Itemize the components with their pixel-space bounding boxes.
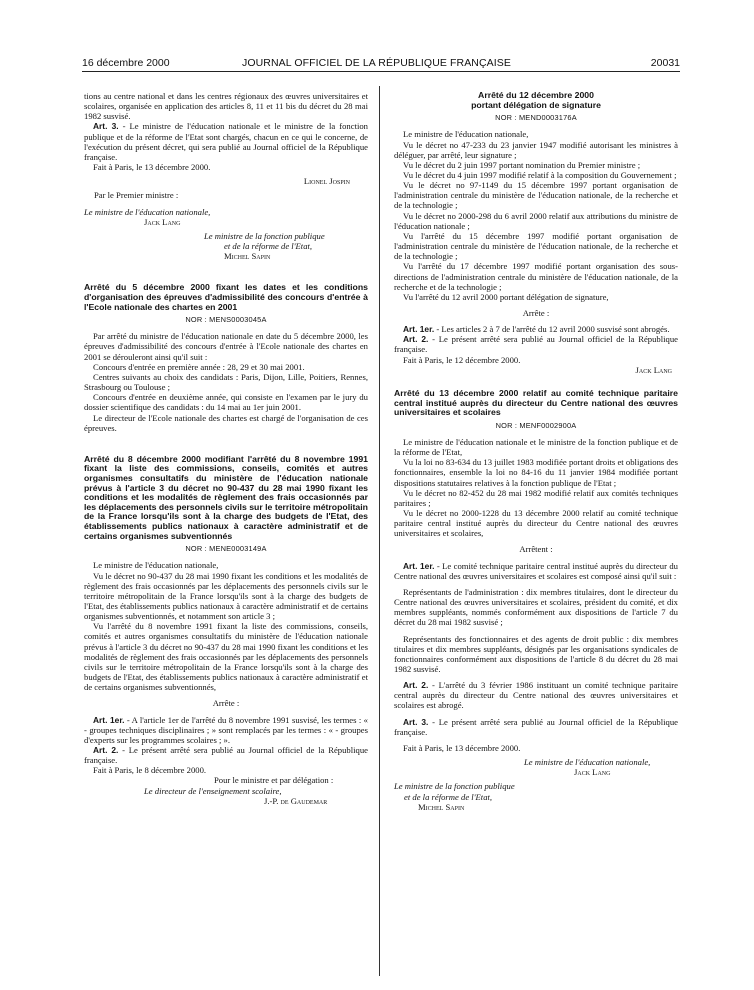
arrete-heading: Arrête :	[212, 698, 240, 709]
article-text: - L'arrêté du 3 février 1986 instituant un comité technique paritaire central auprès du directeur du Centre national des œuvres universitaires et scolaires est abrogé.	[394, 680, 678, 711]
decree-title: Arrêté du 5 décembre 2000 fixant les dates et les conditions d'organisation des épreuves d'admissibilité des concours d'entrée à l'Ecole nationale des chartes en 2001	[84, 282, 368, 312]
signatory-title: Le ministre de la fonction publique	[394, 781, 515, 792]
article-label: Art. 2.	[403, 334, 429, 345]
done-at-line: Fait à Paris, le 12 décembre 2000.	[403, 354, 521, 365]
paragraph: Vu le décret no 90-437 du 28 mai 1990 fixant les conditions et les modalités de règlement des frais occasionnés par les déplacements des personnels civils sur le territoire métropolitain de la France lorsqu'ils sont à la charge des budgets de l'Etat, des établissements publics nationaux à caractère administratif et de certains organismes subventionnés, et notamment son article 3 ;	[84, 570, 368, 622]
article-2	[394, 680, 678, 710]
article-label: Art. 2.	[93, 745, 119, 755]
article-text: - Le présent arrêté sera publié au Journal officiel de la République française.	[394, 334, 678, 355]
header-rule	[82, 71, 680, 72]
page-header	[82, 57, 680, 71]
article-text: - Le comité technique paritaire central institué auprès du directeur du Centre national des œuvres universitaires et scolaires est composé ainsi qu'il suit :	[394, 560, 678, 581]
paragraph: Vu la loi no 83-634 du 13 juillet 1983 modifiée portant droits et obligations des fonctionnaires, ensemble la loi no 84-16 du 11 janvier 1984 modifiée portant dispositions statutaires relatives à la fonction publique de l'Etat ;	[394, 457, 678, 488]
paragraph: Vu le décret no 2000-1228 du 13 décembre 2000 relatif au comité technique paritaire central institué auprès du directeur du Centre national des œuvres universitaires et scolaires,	[394, 507, 678, 539]
paragraph: Vu le décret du 4 juin 1997 modifié relatif à la composition du Gouvernement ;	[403, 169, 677, 180]
article-label: Art. 3.	[403, 716, 429, 727]
paragraph: Centres suivants au choix des candidats : Paris, Dijon, Lille, Poitiers, Rennes, Strasbourg ou Toulouse ;	[84, 371, 368, 393]
article-text: - Le présent arrêté sera publié au Journal officiel de la République française.	[394, 716, 678, 737]
article-1	[394, 561, 678, 581]
article-text: - Les articles 2 à 7 de l'arrêté du 12 avril 2000 susvisé sont abrogés.	[434, 324, 670, 335]
paragraph: Vu le décret no 82-452 du 28 mai 1982 modifié relatif aux comités techniques paritaires ;	[394, 487, 678, 508]
article-label: Art. 1er.	[403, 324, 435, 335]
signatory-title: et de la réforme de l'Etat,	[224, 241, 313, 252]
arrete-heading: Arrêtent :	[519, 544, 553, 555]
header-page-number: 20031	[650, 57, 680, 69]
decree-title: Arrêté du 12 décembre 2000	[478, 90, 594, 100]
done-at-line: Fait à Paris, le 13 décembre 2000.	[403, 742, 521, 753]
signatory-title: Le ministre de l'éducation nationale,	[84, 206, 211, 217]
signature-by-line: Par le Premier ministre :	[94, 190, 179, 201]
paragraph: Vu l'arrêté du 8 novembre 1991 fixant la liste des commissions, conseils, comités et autres organismes consultatifs du ministère de l'éducation nationale prévus à l'article 3 du décret no 90-437 du 28 mai 1990 fixant les conditions et les modalités de règlement des frais occasionnés par les déplacements des personnels civils sur le territoire métropolitain de la France lorsqu'ils sont à la charge des budgets de l'Etat, des établissements publics nationaux à caractère administratif et de certains organismes subventionnés,	[84, 621, 368, 693]
nor-reference: NOR : MENF0002900A	[495, 420, 577, 430]
article-label: Art. 2.	[403, 680, 429, 691]
signatory-name: J.-P. de Gaudemar	[264, 795, 328, 806]
nor-reference: NOR : MENS0003045A	[185, 315, 267, 325]
article-text: - A l'article 1er de l'arrêté du 8 novembre 1991 susvisé, les termes : « - groupes techniques disciplinaires ; » sont remplacés par les termes : « - groupes d'experts sur les programmes scolaires ; ».	[84, 714, 368, 745]
column-divider	[379, 86, 380, 976]
signatory-title: et de la réforme de l'Etat,	[404, 791, 493, 802]
paragraph: Vu l'arrêté du 17 décembre 1997 modifié portant organisation des sous-directions de l'administration centrale du ministère de l'éducation nationale, de la recherche et de la technologie ;	[394, 261, 678, 292]
paragraph: Vu l'arrêté du 12 avril 2000 portant délégation de signature,	[403, 291, 609, 302]
article-1	[84, 715, 368, 745]
paragraph: Le directeur de l'Ecole nationale des chartes est chargé de l'organisation de ces épreuves.	[84, 412, 368, 433]
signatory-name: Jack Lang	[574, 767, 611, 778]
done-at-line: Fait à Paris, le 8 décembre 2000.	[93, 765, 207, 776]
paragraph: Vu le décret du 2 juin 1997 portant nomination du Premier ministre ;	[403, 159, 641, 170]
signatory-name: Michel Sapin	[224, 251, 271, 262]
nor-reference: NOR : MENE0003149A	[185, 544, 267, 554]
signatory-title: Le directeur de l'enseignement scolaire,	[144, 785, 282, 796]
paragraph: Le ministre de l'éducation nationale,	[403, 129, 529, 140]
continued-paragraph: tions au centre national et dans les centres régionaux des œuvres universitaires et scolaires, organisée en application des articles 8, 11 et 11 bis du décret du 28 mai 1982 susvisé.	[84, 91, 368, 122]
article-text: - Le présent arrêté sera publié au Journal officiel de la République française.	[84, 745, 368, 766]
right-column	[394, 91, 678, 812]
paragraph: Le ministre de l'éducation nationale,	[93, 560, 219, 571]
article-label: Art. 1er.	[93, 714, 125, 725]
article-label: Art. 1er.	[403, 560, 435, 571]
paragraph: Vu le décret no 47-233 du 23 janvier 1947 modifié autorisant les ministres à déléguer, par arrêté, leur signature ;	[394, 139, 678, 160]
article-1	[394, 324, 678, 334]
paragraph: Concours d'entrée en deuxième année, qui consiste en l'examen par le jury du dossier scientifique des candidats : du 14 mai au 1er juin 2001.	[84, 392, 368, 413]
arrete-heading: Arrête :	[522, 308, 550, 318]
paragraph: Le ministre de l'éducation nationale et le ministre de la fonction publique et de la réforme de l'Etat,	[394, 436, 678, 458]
article-label: Art. 3.	[93, 121, 119, 132]
article-3	[84, 121, 368, 162]
paragraph: Vu le décret no 2000-298 du 6 avril 2000 relatif aux attributions du ministre de l'éducation nationale ;	[394, 210, 678, 231]
paragraph: Représentants de l'administration : dix membres titulaires, dont le directeur du Centre national des œuvres universitaires et scolaires, président du comité, et dix membres suppléants, nommés conformément aux dispositions de l'article 7 du décret du 28 mai 1982 susvisé ;	[394, 586, 678, 628]
article-2	[84, 745, 368, 765]
signatory-name: Jack Lang	[144, 216, 181, 227]
done-at-line: Fait à Paris, le 13 décembre 2000.	[93, 162, 211, 173]
decree-title: Arrêté du 13 décembre 2000 relatif au comité technique paritaire central institué auprès du directeur du Centre national des œuvres universitaires et scolaires	[394, 387, 678, 418]
header-title: JOURNAL OFFICIEL DE LA RÉPUBLIQUE FRANÇAISE	[242, 57, 511, 69]
nor-reference: NOR : MEND0003176A	[495, 113, 577, 123]
paragraph: Vu l'arrêté du 15 décembre 1997 modifié portant organisation de l'administration centrale du ministère de l'éducation nationale, de la recherche et de la technologie ;	[394, 230, 678, 262]
signatory-name: Lionel Jospin	[303, 176, 350, 187]
paragraph: Vu le décret no 97-1149 du 15 décembre 1997 portant organisation de l'administration centrale du ministère de l'éducation nationale, de la recherche et de la technologie ;	[394, 180, 678, 211]
signatory-name: Jack Lang	[635, 364, 672, 375]
left-column	[84, 91, 368, 806]
article-3	[394, 717, 678, 737]
signatory-name: Michel Sapin	[418, 801, 465, 812]
decree-title: portant délégation de signature	[471, 99, 601, 110]
signatory-title: Le ministre de l'éducation nationale,	[524, 757, 651, 768]
header-date: 16 décembre 2000	[82, 57, 170, 69]
signatory-title: Le ministre de la fonction publique	[204, 230, 325, 241]
article-2	[394, 334, 678, 354]
paragraph: Par arrêté du ministre de l'éducation nationale en date du 5 décembre 2000, les épreuves d'admissibilité des concours d'entrée à l'Ecole nationale des chartes en 2001 se dérouleront ainsi qu'il suit :	[84, 331, 368, 362]
signature-by-line: Pour le ministre et par délégation :	[214, 775, 334, 786]
article-text: - Le ministre de l'éducation nationale et le ministre de la fonction publique et de la réforme de l'Etat sont chargés, chacun en ce qui le concerne, de l'exécution du présent décret, qui sera publié au Journal officiel de la République française.	[84, 121, 368, 162]
paragraph: Concours d'entrée en première année : 28, 29 et 30 mai 2001.	[93, 361, 305, 372]
decree-title: Arrêté du 8 décembre 2000 modifiant l'arrêté du 8 novembre 1991 fixant la liste des commissions, conseils, comités et autres organismes consultatifs du ministère de l'éducation nationale prévus à l'article 3 du décret no 90-437 du 28 mai 1990 fixant les conditions et les modalités de règlement des frais occasionnés par les déplacements des personnels civils sur le territoire métropolitain de la France lorsqu'ils sont à la charge des budgets de l'Etat, des établissements publics nationaux à caractère administratif et de certains organismes subventionnés	[84, 453, 368, 541]
paragraph: Représentants des fonctionnaires et des agents de droit public : dix membres titulaires et dix membres suppléants, désignés par les organisations syndicales de fonctionnaires conformément aux dispositions de l'article 8 du décret du 28 mai 1982 susvisé.	[394, 633, 678, 674]
